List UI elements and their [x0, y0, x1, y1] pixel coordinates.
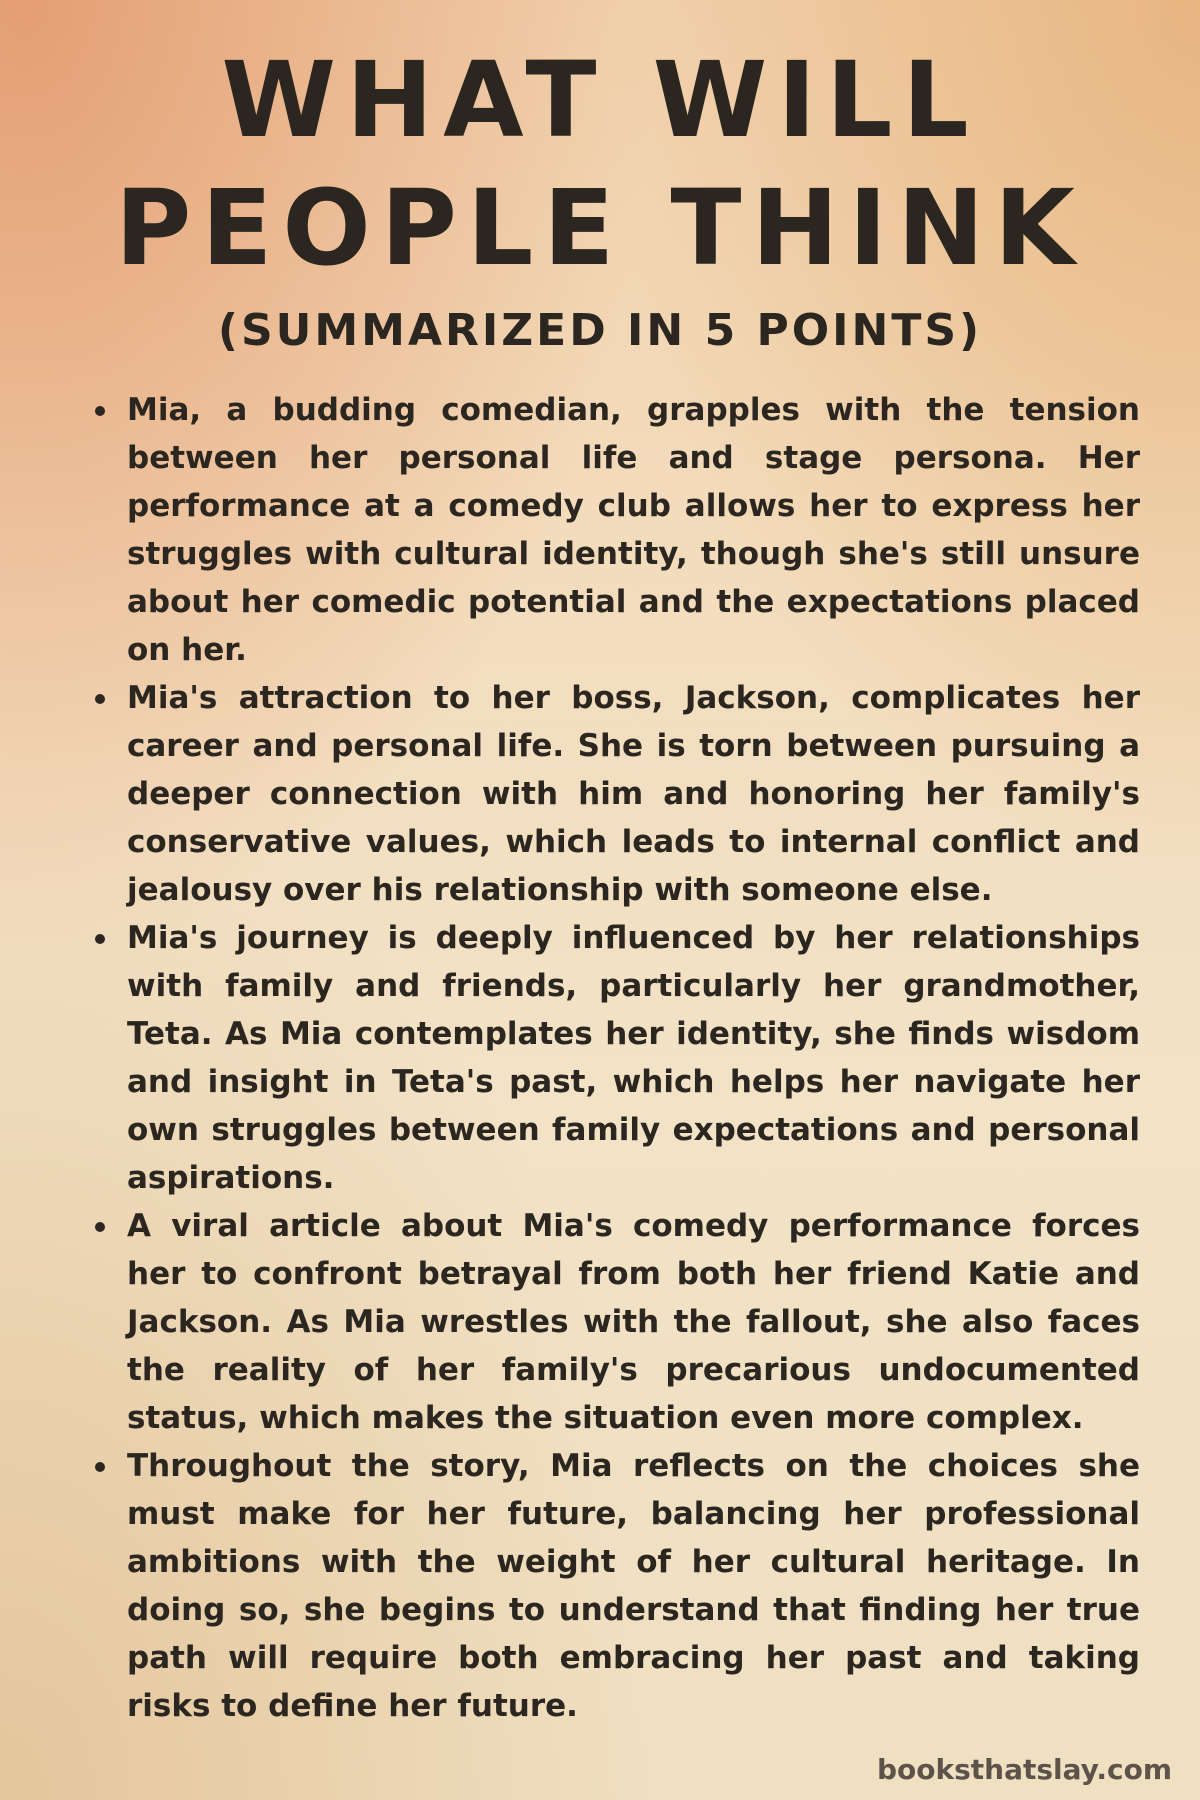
bullet-icon [95, 1222, 105, 1232]
title-line-1: WHAT WILL [221, 39, 979, 161]
summary-points-list [95, 386, 1140, 1730]
footer-site-link[interactable]: booksthatslay.com [876, 1753, 1172, 1786]
title-line-2: PEOPLE THINK [115, 167, 1085, 289]
summary-point-4 [95, 1202, 1140, 1442]
summary-point-2 [95, 674, 1140, 914]
bullet-icon [95, 694, 105, 704]
summary-point-text: A viral article about Mia's comedy performance forces her to confront betrayal from both her friend Katie and Jackson. As Mia wrestles with the fallout, she also faces the reality of her family's precarious undocumented status, which makes the situation even more complex. [127, 1208, 1140, 1436]
subtitle: (SUMMARIZED IN 5 POINTS) [217, 305, 983, 356]
summary-point-text: Mia, a budding comedian, grapples with the tension between her personal life and stage persona. Her performance at a comedy club allows her to express her struggles with cultural identity, though she's still unsure about her comedic potential and the expectations placed on her. [127, 392, 1140, 668]
summary-point-5 [95, 1442, 1140, 1730]
summary-point-text: Mia's journey is deeply influenced by her relationships with family and friends, particularly her grandmother, Teta. As Mia contemplates her identity, she finds wisdom and insight in Teta's past, which helps her navigate her own struggles between family expectations and personal aspirations. [127, 920, 1140, 1196]
summary-point-text: Throughout the story, Mia reflects on the choices she must make for her future, balancing her professional ambitions with the weight of her cultural heritage. In doing so, she begins to understand that finding her true path will require both embracing her past and taking risks to define her future. [127, 1448, 1140, 1724]
bullet-icon [95, 406, 105, 416]
bullet-icon [95, 1462, 105, 1472]
bullet-icon [95, 934, 105, 944]
summary-point-1 [95, 386, 1140, 674]
summary-point-text: Mia's attraction to her boss, Jackson, complicates her career and personal life. She is torn between pursuing a deeper connection with him and honoring her family's conservative values, which leads to internal conflict and jealousy over his relationship with someone else. [127, 680, 1140, 908]
summary-point-3 [95, 914, 1140, 1202]
